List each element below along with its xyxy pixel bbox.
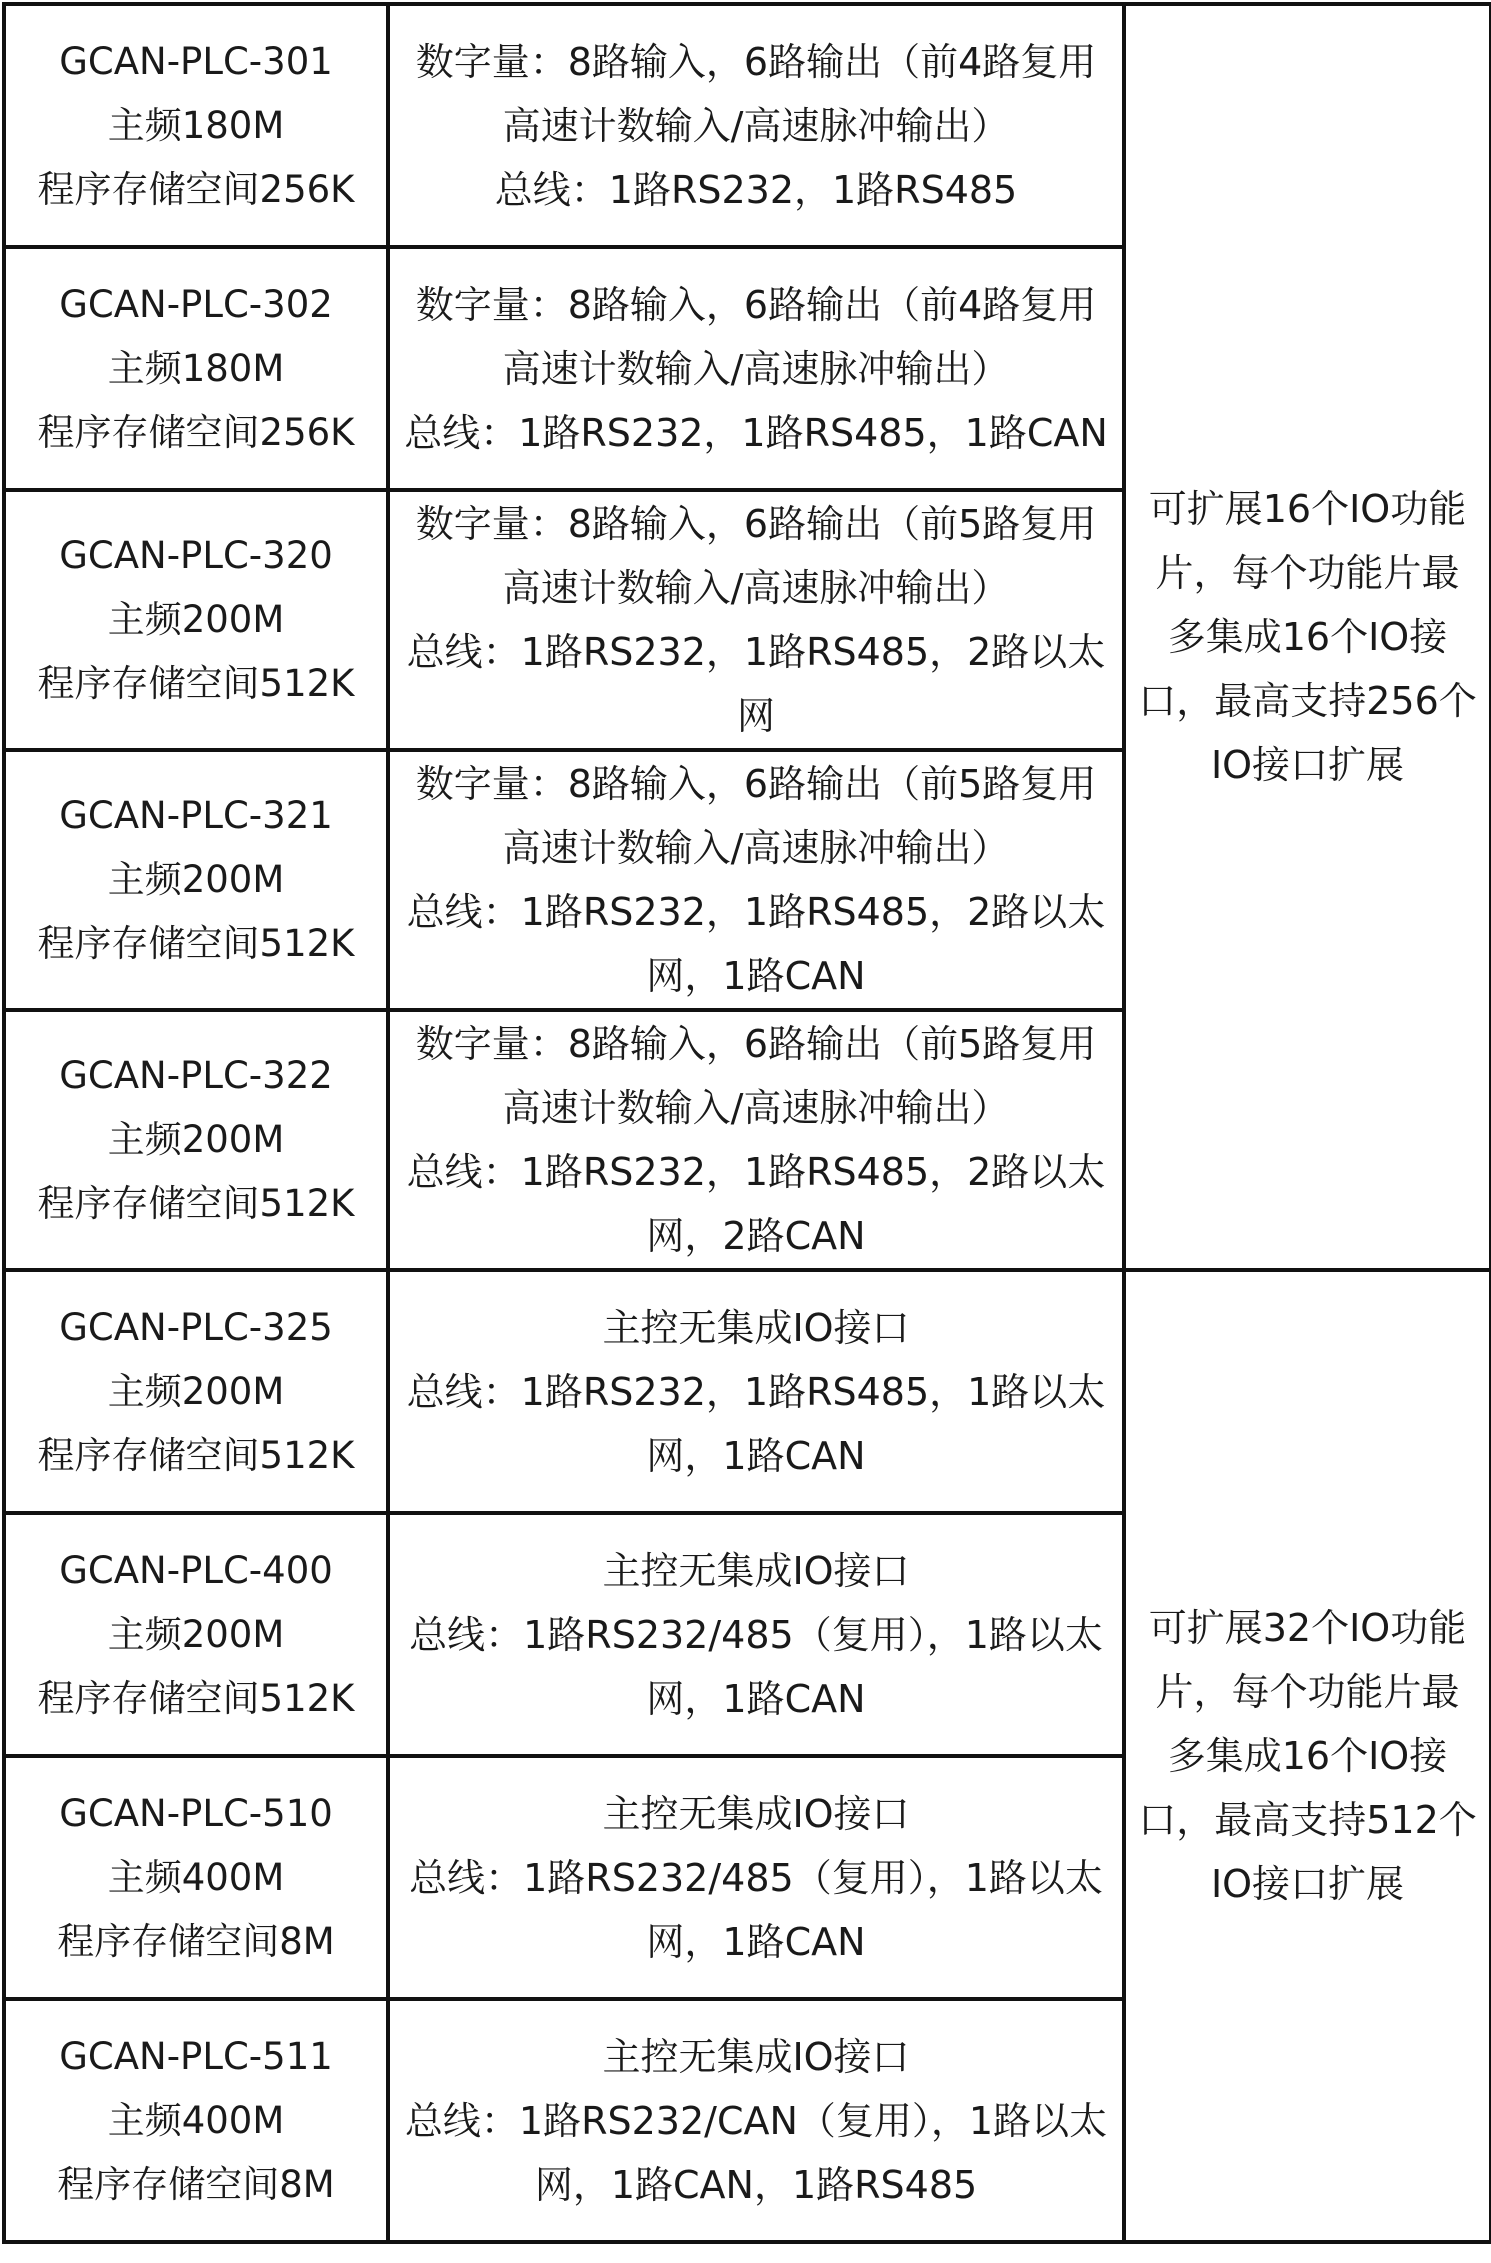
main-frequency: 主频200M <box>107 1118 285 1161</box>
io-bus-cell <box>388 1010 1124 1270</box>
io-bus-cell <box>388 1756 1124 1999</box>
io-spec: 数字量：8路输入，6路输出（前5路复用高速计数输入/高速脉冲输出） <box>415 762 1097 870</box>
model-cell <box>4 1513 388 1756</box>
program-storage: 程序存储空间256K <box>37 410 355 454</box>
io-bus-cell <box>388 1999 1124 2242</box>
model-cell <box>4 1756 388 1999</box>
program-storage: 程序存储空间512K <box>37 922 355 965</box>
program-storage: 程序存储空间512K <box>37 1676 355 1720</box>
program-storage: 程序存储空间8M <box>57 1919 335 1963</box>
io-spec: 主控无集成IO接口 <box>602 1548 910 1593</box>
bus-spec: 总线：1路RS232，1路RS485 <box>494 167 1018 212</box>
model-cell <box>4 247 388 490</box>
model-name: GCAN-PLC-322 <box>59 1054 333 1097</box>
model-name: GCAN-PLC-302 <box>59 282 333 326</box>
table-row <box>4 4 1491 247</box>
model-name: GCAN-PLC-301 <box>59 39 333 83</box>
model-cell <box>4 750 388 1010</box>
model-name: GCAN-PLC-400 <box>59 1548 333 1592</box>
main-frequency: 主频200M <box>107 598 285 641</box>
expansion-text: 可扩展32个IO功能片，每个功能片最多集成16个IO接口，最高支持512个IO接口扩展 <box>1138 1606 1477 1906</box>
program-storage: 程序存储空间512K <box>37 662 355 705</box>
model-cell <box>4 1999 388 2242</box>
io-bus-cell <box>388 750 1124 1010</box>
io-bus-cell <box>388 1513 1124 1756</box>
model-cell <box>4 490 388 750</box>
expansion-cell <box>1124 1270 1491 2242</box>
io-spec: 数字量：8路输入，6路输出（前5路复用高速计数输入/高速脉冲输出） <box>415 1022 1097 1130</box>
main-frequency: 主频200M <box>107 1369 285 1413</box>
expansion-cell <box>1124 4 1491 1270</box>
main-frequency: 主频200M <box>107 858 285 901</box>
io-spec: 数字量：8路输入，6路输出（前4路复用高速计数输入/高速脉冲输出） <box>415 39 1097 148</box>
expansion-text: 可扩展16个IO功能片，每个功能片最多集成16个IO接口，最高支持256个IO接口扩展 <box>1138 487 1477 787</box>
table-row <box>4 1270 1491 1513</box>
main-frequency: 主频180M <box>107 346 285 390</box>
bus-spec: 总线：1路RS232，1路RS485，2路以太网，2路CAN <box>406 1150 1106 1258</box>
model-name: GCAN-PLC-325 <box>59 1305 333 1349</box>
bus-spec: 总线：1路RS232，1路RS485，1路以太网，1路CAN <box>406 1369 1106 1478</box>
plc-spec-table <box>2 2 1491 2244</box>
program-storage: 程序存储空间8M <box>57 2162 335 2206</box>
io-bus-cell <box>388 4 1124 247</box>
main-frequency: 主频200M <box>107 1612 285 1656</box>
io-bus-cell <box>388 490 1124 750</box>
main-frequency: 主频400M <box>107 1855 285 1899</box>
io-spec: 数字量：8路输入，6路输出（前5路复用高速计数输入/高速脉冲输出） <box>415 502 1097 610</box>
model-name: GCAN-PLC-321 <box>59 794 333 837</box>
bus-spec: 总线：1路RS232，1路RS485，1路CAN <box>404 410 1108 455</box>
model-cell <box>4 1270 388 1513</box>
io-spec: 主控无集成IO接口 <box>602 2034 910 2079</box>
io-spec: 主控无集成IO接口 <box>602 1791 910 1836</box>
program-storage: 程序存储空间512K <box>37 1182 355 1225</box>
bus-spec: 总线：1路RS232，1路RS485，2路以太网 <box>406 630 1106 738</box>
bus-spec: 总线：1路RS232/485（复用），1路以太网，1路CAN <box>409 1855 1103 1964</box>
model-name: GCAN-PLC-510 <box>59 1791 333 1835</box>
io-spec: 数字量：8路输入，6路输出（前4路复用高速计数输入/高速脉冲输出） <box>415 282 1097 391</box>
main-frequency: 主频400M <box>107 2098 285 2142</box>
io-spec: 主控无集成IO接口 <box>602 1305 910 1350</box>
model-name: GCAN-PLC-320 <box>59 534 333 577</box>
bus-spec: 总线：1路RS232/485（复用），1路以太网，1路CAN <box>409 1612 1103 1721</box>
program-storage: 程序存储空间512K <box>37 1433 355 1477</box>
io-bus-cell <box>388 1270 1124 1513</box>
model-cell <box>4 4 388 247</box>
model-name: GCAN-PLC-511 <box>59 2034 333 2078</box>
main-frequency: 主频180M <box>107 103 285 147</box>
model-cell <box>4 1010 388 1270</box>
bus-spec: 总线：1路RS232/CAN（复用），1路以太网，1路CAN，1路RS485 <box>404 2098 1108 2207</box>
io-bus-cell <box>388 247 1124 490</box>
program-storage: 程序存储空间256K <box>37 167 355 211</box>
bus-spec: 总线：1路RS232，1路RS485，2路以太网，1路CAN <box>406 890 1106 998</box>
